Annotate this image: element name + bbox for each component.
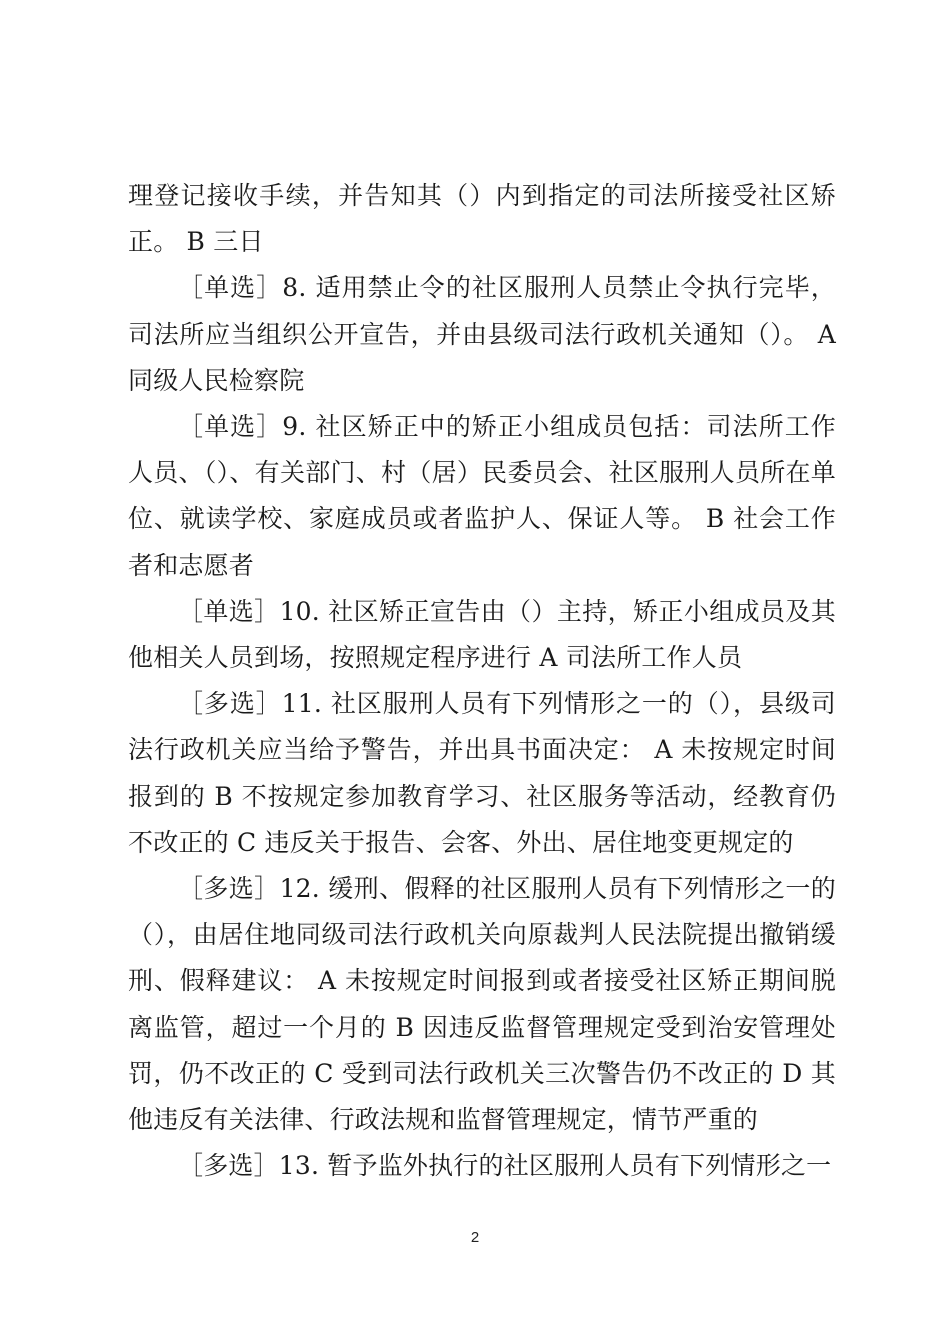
paragraph-question-8: ［单选］8. 适用禁止令的社区服刑人员禁止令执行完毕，司法所应当组织公开宣告，并由县级司法行政机关通知（）。 A 同级人民检察院 <box>128 273 836 395</box>
paragraph-question-10: ［单选］10. 社区矫正宣告由（）主持，矫正小组成员及其他相关人员到场，按照规定程序进行 A 司法所工作人员 <box>128 596 836 673</box>
paragraph-question-13: ［多选］13. 暂予监外执行的社区服刑人员有下列情形之一 <box>178 1151 832 1181</box>
paragraph-question-12: ［多选］12. 缓刑、假释的社区服刑人员有下列情形之一的（），由居住地同级司法行政机关向原裁判人民法院提出撤销缓刑、假释建议： A 未按规定时间报到或者接受社区矫正期间脱离监管，超过一个月的 B 因违反监督管理规定受到治安管理处罚，仍不改正的 C 受到司法行政机关三次警告仍不改正的 D 其他违反有关法律、行政法规和监督管理规定，情节严重的 <box>128 874 836 1135</box>
paragraph-question-9: ［单选］9. 社区矫正中的矫正小组成员包括：司法所工作人员、（）、有关部门、村（居）民委员会、社区服刑人员所在单位、就读学校、家庭成员或者监护人、保证人等。 B 社会工作者和志愿者 <box>128 412 836 580</box>
paragraph-question-11: ［多选］11. 社区服刑人员有下列情形之一的（），县级司法行政机关应当给予警告，并出具书面决定： A 未按规定时间报到的 B 不按规定参加教育学习、社区服务等活动，经教育仍不改正的 C 违反关于报告、会客、外出、居住地变更规定的 <box>128 689 836 857</box>
paragraph-continuation: 理登记接收手续，并告知其（）内到指定的司法所接受社区矫正。 B 三日 <box>128 181 836 257</box>
document-body <box>128 173 836 1189</box>
page-number: 2 <box>470 1229 480 1246</box>
